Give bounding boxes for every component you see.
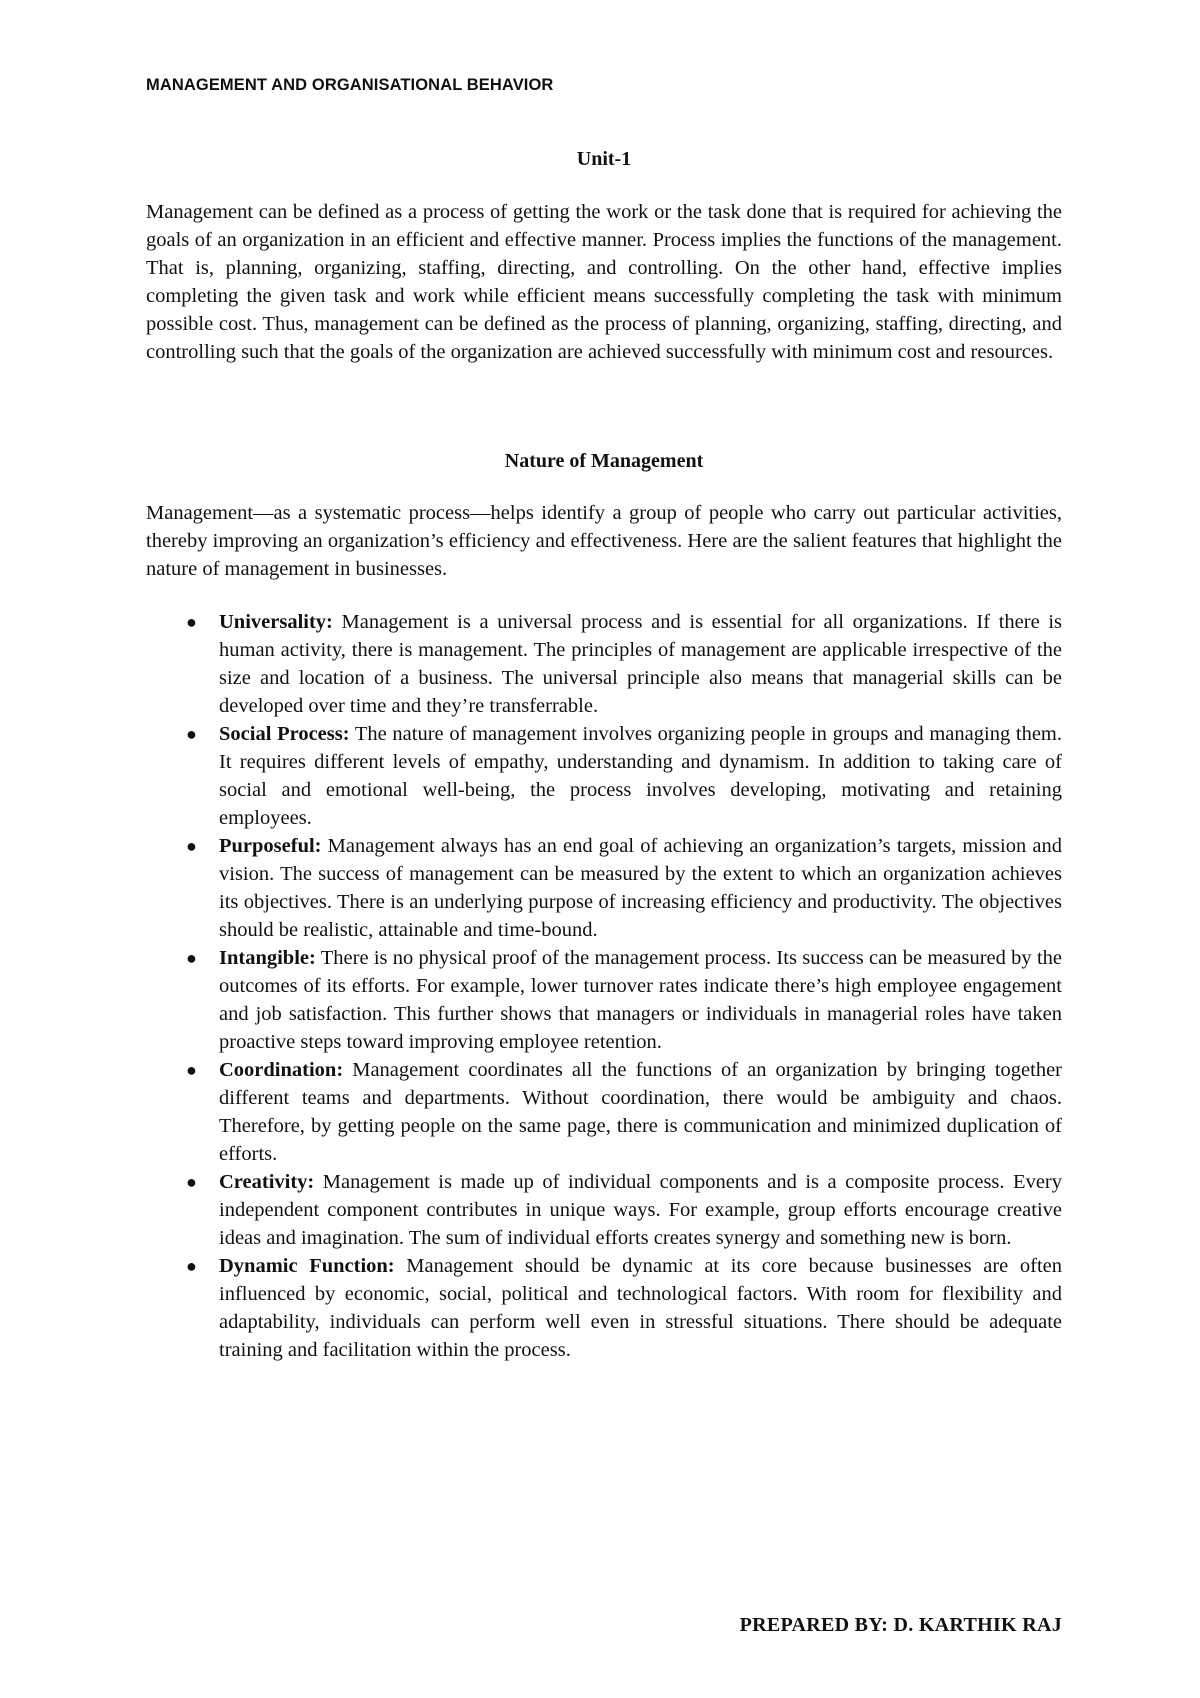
bullet-icon: ● [186, 724, 197, 744]
list-item [146, 1252, 1062, 1364]
feature-text: Management is a universal process and is essential for all organizations. If there is human activity, there is management. The principles of management are applicable irrespective of the size and location of a business. The universal principle also means that managerial skills can be developed over time and they’re transferrable. [219, 611, 1062, 717]
bullet-icon: ● [186, 612, 197, 632]
bullet-icon: ● [186, 948, 197, 968]
list-item [146, 720, 1062, 832]
feature-text: Management always has an end goal of achieving an organization’s targets, mission and vision. The success of management can be measured by the extent to which an organization achieves its objectives. There is an underlying purpose of increasing efficiency and productivity. The objectives should be realistic, attainable and time-bound. [219, 835, 1062, 941]
feature-text: Management coordinates all the functions of an organization by bringing together different teams and departments. Without coordination, there would be ambiguity and chaos. Therefore, by getting people on the same page, there is communication and minimized duplication of efforts. [219, 1059, 1062, 1165]
section-title-nature: Nature of Management [504, 450, 704, 472]
feature-term: Intangible: [219, 947, 316, 969]
nature-intro-paragraph: Management—as a systematic process—helps identify a group of people who carry out particular activities, thereby improving an organization’s efficiency and effectiveness. Here are the salient features that highlight the nature of management in businesses. [146, 502, 1062, 580]
feature-term: Purposeful: [219, 835, 322, 857]
feature-term: Creativity: [219, 1171, 315, 1193]
feature-term: Dynamic Function: [219, 1255, 395, 1277]
intro-paragraph: Management can be defined as a process of getting the work or the task done that is required for achieving the goals of an organization in an efficient and effective manner. Process implies the functions of the management. That is, planning, organizing, staffing, directing, and controlling. On the other hand, effective implies completing the given task and work while efficient means successfully completing the task with minimum possible cost. Thus, management can be defined as the process of planning, organizing, staffing, directing, and controlling such that the goals of the organization are achieved successfully with minimum cost and resources. [146, 201, 1062, 363]
feature-term: Social Process: [219, 723, 350, 745]
document-page [146, 0, 1062, 1698]
running-header: MANAGEMENT AND ORGANISATIONAL BEHAVIOR [146, 76, 554, 94]
feature-text: Management should be dynamic at its core because businesses are often influenced by economic, social, political and technological factors. With room for flexibility and adaptability, individuals can perform well even in stressful situations. There should be adequate training and facilitation within the process. [219, 1255, 1063, 1361]
feature-term: Universality: [219, 611, 333, 633]
feature-text: Management is made up of individual components and is a composite process. Every independent component contributes in unique ways. For example, group efforts encourage creative ideas and imagination. The sum of individual efforts creates synergy and something new is born. [219, 1171, 1062, 1249]
list-item [146, 944, 1062, 1056]
list-item [146, 1168, 1062, 1252]
list-item [146, 1056, 1062, 1168]
bullet-icon: ● [186, 1060, 197, 1080]
feature-term: Coordination: [219, 1059, 344, 1081]
prepared-by-footer: PREPARED BY: D. KARTHIK RAJ [739, 1614, 1062, 1636]
feature-text: The nature of management involves organizing people in groups and managing them. It requires different levels of empathy, understanding and dynamism. In addition to taking care of social and emotional well-being, the process involves developing, motivating and retaining employees. [219, 723, 1062, 829]
list-item [146, 608, 1062, 720]
unit-title: Unit-1 [576, 148, 632, 170]
bullet-icon: ● [186, 1256, 197, 1276]
bullet-icon: ● [186, 1172, 197, 1192]
list-item [146, 832, 1062, 944]
bullet-icon: ● [186, 836, 197, 856]
feature-list [146, 608, 1062, 1364]
feature-text: There is no physical proof of the management process. Its success can be measured by the outcomes of its efforts. For example, lower turnover rates indicate there’s high employee engagement and job satisfaction. This further shows that managers or individuals in managerial roles have taken proactive steps toward improving employee retention. [219, 947, 1062, 1053]
